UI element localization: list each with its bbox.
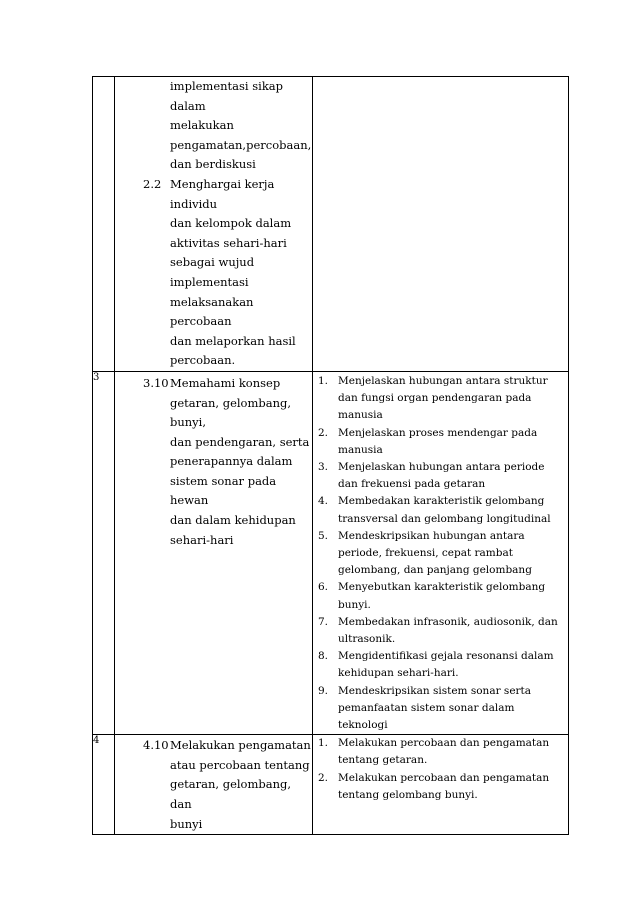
kd-line: penerapannya dalam (170, 454, 293, 469)
list-item (313, 425, 568, 459)
list-item (313, 735, 568, 769)
indicator-line: Melakukan percobaan dan pengamatan (338, 737, 550, 750)
kd-line: bunyi (170, 816, 203, 831)
indicator-number: 1. (318, 374, 329, 387)
kd-line: getaran, gelombang, bunyi, (170, 395, 292, 430)
kd-cell (115, 77, 313, 372)
indicator-line: kehidupan sehari-hari. (338, 667, 459, 680)
indicator-number: 2. (318, 771, 329, 784)
kd-line: dan pendengaran, serta (170, 434, 310, 449)
indicator-number: 4. (318, 495, 329, 508)
indicator-line: tentang gelombang bunyi. (338, 788, 478, 801)
list-item (313, 683, 568, 735)
indicator-line: Melakukan percobaan dan pengamatan (338, 771, 550, 784)
indicator-line: gelombang, dan panjang gelombang (338, 564, 532, 577)
indicator-line: Mendeskripsikan hubungan antara (338, 529, 525, 542)
indicator-line: transversal dan gelombang longitudinal (338, 512, 551, 525)
list-item (313, 579, 568, 613)
table-row (93, 735, 569, 835)
indicator-cell-empty (313, 77, 569, 372)
indicator-line: Mengidentifikasi gejala resonansi dalam (338, 650, 554, 663)
indicator-line: Menyebutkan karakteristik gelombang (338, 581, 546, 594)
kd-block (115, 372, 312, 550)
indicator-number: 6. (318, 581, 329, 594)
kd-line: Memahami konsep (170, 375, 281, 390)
row-number: 4 (93, 735, 115, 835)
kd-line: pengamatan,percobaan, (170, 137, 312, 152)
list-item (313, 373, 568, 425)
kd-line: melakukan (170, 118, 234, 133)
indicator-line: Menjelaskan hubungan antara struktur (338, 374, 548, 387)
list-item (313, 459, 568, 493)
list-item (313, 528, 568, 580)
indicator-number: 8. (318, 650, 329, 663)
indicator-line: bunyi. (338, 598, 371, 611)
indicator-line: Menjelaskan hubungan antara periode (338, 460, 545, 473)
number-cell-empty (93, 77, 115, 372)
kd-line: dan melaporkan hasil (170, 333, 296, 348)
indicator-line: Menjelaskan proses mendengar pada (338, 426, 538, 439)
kd-line: Menghargai kerja individu (170, 176, 275, 211)
indicator-number: 5. (318, 529, 329, 542)
kd-item-3-10 (115, 374, 312, 550)
kd-line: dan kelompok dalam (170, 216, 292, 231)
indicator-line: teknologi (338, 718, 388, 731)
indicator-number: 3. (318, 460, 329, 473)
list-item (313, 770, 568, 804)
kd-line: dan dalam kehidupan (170, 513, 296, 528)
indicator-line: Mendeskripsikan sistem sonar serta (338, 684, 532, 697)
kd-number: 2.2 (143, 176, 162, 191)
kd-line: dan berdiskusi (170, 157, 256, 172)
indicator-line: pemanfaatan sistem sonar dalam (338, 701, 515, 714)
indicator-line: dan frekuensi pada getaran (338, 478, 486, 491)
kd-cell (115, 735, 313, 835)
kd-line: sehari-hari (170, 532, 234, 547)
indicator-line: Membedakan infrasonik, audiosonik, dan (338, 615, 558, 628)
kd-line: sistem sonar pada hewan (170, 473, 277, 508)
indicator-list (313, 735, 568, 804)
indicator-line: ultrasonik. (338, 632, 396, 645)
indicator-cell (313, 371, 569, 734)
kd-cell (115, 371, 313, 734)
indicator-number: 1. (318, 737, 329, 750)
list-item (313, 648, 568, 682)
table-row-continuation (93, 77, 569, 372)
kd-line: aktivitas sehari-hari (170, 235, 287, 250)
indicator-number: 2. (318, 426, 329, 439)
table-row (93, 371, 569, 734)
kd-item-2-2 (115, 175, 312, 371)
row-number: 3 (93, 371, 115, 734)
kd-continuation (115, 77, 312, 371)
indicator-line: Membedakan karakteristik gelombang (338, 495, 545, 508)
kd-line: implementasi sikap dalam (170, 79, 284, 113)
indicator-cell (313, 735, 569, 835)
indicator-line: dan fungsi organ pendengaran pada (338, 392, 532, 405)
indicator-line: manusia (338, 409, 383, 422)
list-item (313, 614, 568, 648)
indicator-line: manusia (338, 443, 383, 456)
kd-line: getaran, gelombang, dan (170, 777, 292, 811)
kd-number: 4.10 (143, 738, 169, 753)
kd-line: melaksanakan percobaan (170, 294, 254, 329)
indicator-line: tentang getaran. (338, 754, 428, 767)
kd-line: atau percobaan tentang (170, 757, 310, 772)
kd-item-4-10 (115, 736, 312, 834)
kd-line: percobaan. (170, 353, 236, 368)
competency-table (92, 76, 569, 835)
kd-line: sebagai wujud (170, 255, 255, 270)
kd-line: implementasi (170, 274, 249, 289)
indicator-list (313, 372, 568, 734)
indicator-line: periode, frekuensi, cepat rambat (338, 546, 513, 559)
kd-line: Melakukan pengamatan (170, 738, 311, 753)
indicator-number: 9. (318, 684, 329, 697)
kd-number: 3.10 (143, 375, 169, 390)
list-item (313, 493, 568, 527)
indicator-number: 7. (318, 615, 329, 628)
kd-block (115, 735, 312, 834)
